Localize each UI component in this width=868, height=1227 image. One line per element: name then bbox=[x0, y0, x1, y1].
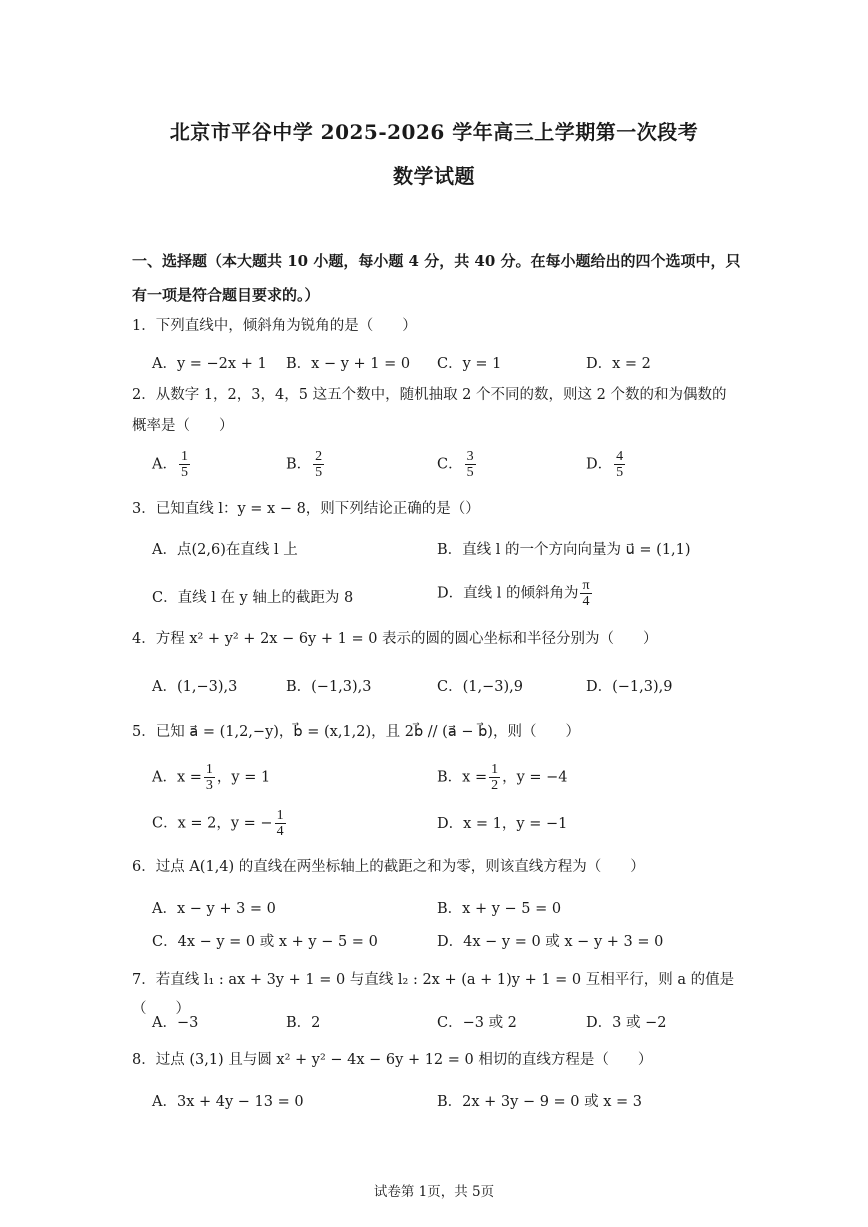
q7-option-c: C．−3 或 2 bbox=[437, 1015, 517, 1031]
q2-option-a: A． $\frac{1}{5}$ bbox=[152, 449, 188, 480]
exam-title: 北京市平谷中学 2025-2026 学年高三上学期第一次段考 bbox=[169, 120, 699, 144]
question-7-stem: 7．若直线 l₁ : ax + 3y + 1 = 0 与直线 l₂ : 2x + (a + 1)y + 1 = 0 互相平行，则 a 的值是（ ） bbox=[132, 972, 735, 1017]
q8-option-b: B．2x + 3y − 9 = 0 或 x = 3 bbox=[437, 1094, 643, 1110]
question-6-stem: 6．过点 A(1,4) 的直线在两坐标轴上的截距之和为零，则该直线方程为（ ） bbox=[132, 859, 645, 875]
q6-option-c: C．4x − y = 0 或 x + y − 5 = 0 bbox=[152, 934, 378, 950]
question-3-stem: 3．已知直线 l：y = x − 8，则下列结论正确的是（） bbox=[132, 501, 480, 517]
page-footer: 试卷第 1页，共 5页 bbox=[373, 1184, 495, 1200]
q1-option-b: B．x − y + 1 = 0 bbox=[286, 356, 411, 372]
question-8-stem: 8．过点 (3,1) 且与圆 x² + y² − 4x − 6y + 12 = 0 相切的直线方程是（ ） bbox=[132, 1052, 653, 1068]
exam-subtitle: 数学试题 bbox=[393, 164, 475, 188]
q2-option-b: B． $\frac{2}{5}$ bbox=[286, 449, 323, 480]
q4-option-b: B．(−1,3),3 bbox=[286, 679, 372, 695]
q5-option-c: C．x = 2，y = − $\frac{1}{4}$ bbox=[152, 808, 284, 839]
q5-option-a: A．x = $\frac{1}{3}$ ，y = 1 bbox=[152, 762, 271, 793]
q6-option-d: D．4x − y = 0 或 x − y + 3 = 0 bbox=[437, 934, 664, 950]
q4-option-a: A．(1,−3),3 bbox=[152, 679, 238, 695]
question-2-stem-cont: 概率是（ ） bbox=[132, 418, 234, 434]
q3-option-d: D．直线 l 的倾斜角为 $\frac{\pi}{4}$ bbox=[437, 578, 590, 609]
q8-option-a: A．3x + 4y − 13 = 0 bbox=[152, 1094, 304, 1110]
question-1-stem: 1．下列直线中，倾斜角为锐角的是（ ） bbox=[132, 318, 417, 334]
q6-option-b: B．x + y − 5 = 0 bbox=[437, 901, 562, 917]
q7-option-d: D．3 或 −2 bbox=[586, 1015, 667, 1031]
q1-option-a: A．y = −2x + 1 bbox=[152, 356, 267, 372]
q5-option-d: D．x = 1，y = −1 bbox=[437, 816, 568, 832]
q7-option-b: B．2 bbox=[286, 1015, 321, 1031]
q6-option-a: A．x − y + 3 = 0 bbox=[152, 901, 276, 917]
question-4-stem: 4．方程 x² + y² + 2x − 6y + 1 = 0 表示的圆的圆心坐标和半径分别为（ ） bbox=[132, 631, 658, 647]
question-5-stem: 5．已知 a⃗ = (1,2,−y)，b⃗ = (x,1,2)，且 2b⃗ // (a⃗ − b⃗)，则（ ） bbox=[132, 724, 580, 740]
section-heading: 一、选择题（本大题共 10 小题，每小题 4 分，共 40 分。在每小题给出的四个选项中，只 bbox=[132, 252, 741, 270]
q2-option-d: D． $\frac{4}{5}$ bbox=[586, 449, 624, 480]
question-2-stem: 2．从数字 1，2，3，4，5 这五个数中，随机抽取 2 个不同的数，则这 2 个数的和为偶数的 bbox=[132, 387, 727, 403]
q3-option-a: A．点(2,6)在直线 l 上 bbox=[152, 542, 298, 558]
q1-option-d: D．x = 2 bbox=[586, 356, 651, 372]
q4-option-d: D．(−1,3),9 bbox=[586, 679, 673, 695]
q7-option-a: A．−3 bbox=[152, 1015, 199, 1031]
q1-option-c: C．y = 1 bbox=[437, 356, 502, 372]
q3-option-b: B．直线 l 的一个方向向量为 u⃗ = (1,1) bbox=[437, 542, 691, 558]
q2-option-c: C． $\frac{3}{5}$ bbox=[437, 449, 474, 480]
q3-option-c: C．直线 l 在 y 轴上的截距为 8 bbox=[152, 590, 354, 606]
q4-option-c: C．(1,−3),9 bbox=[437, 679, 523, 695]
q5-option-b: B．x = $\frac{1}{2}$ ，y = −4 bbox=[437, 762, 568, 793]
section-heading-cont: 有一项是符合题目要求的。） bbox=[132, 286, 320, 304]
